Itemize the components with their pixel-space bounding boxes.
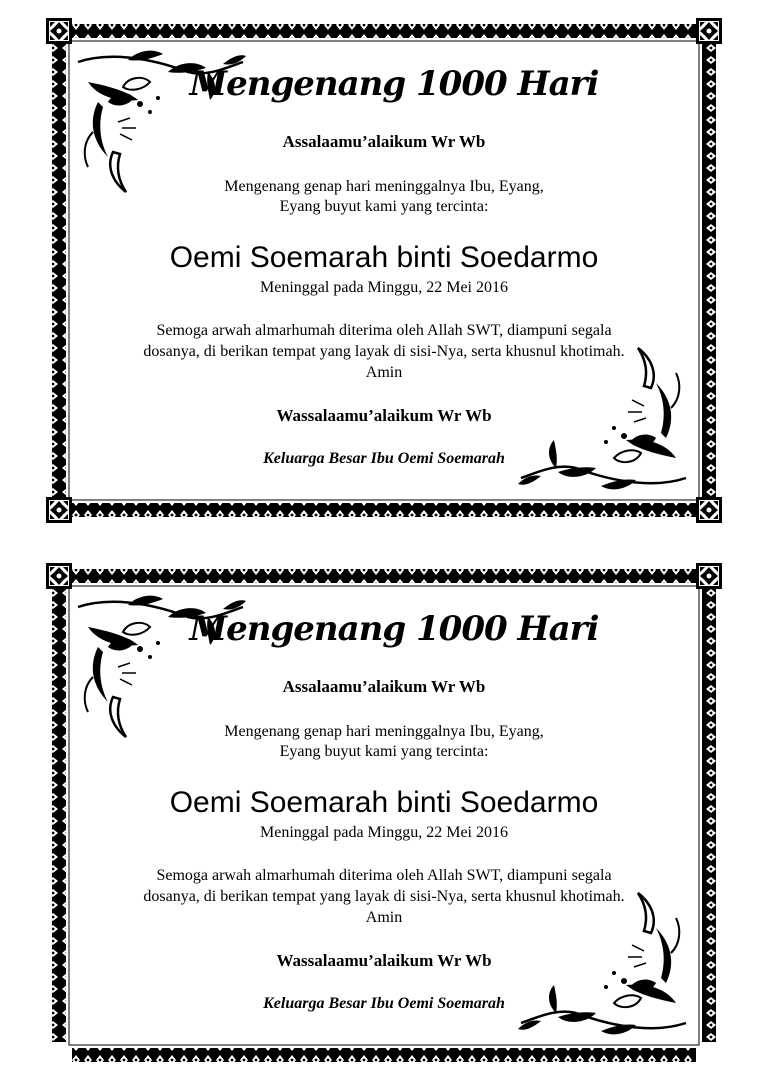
intro-text [46, 722, 722, 762]
deceased-name: Oemi Soemarah binti Soedarmo [169, 786, 599, 819]
prayer-line: Semoga arwah almarhumah diterima oleh Allah SWT, diampuni segala [156, 322, 612, 339]
intro-line: Eyang buyut kami yang tercinta: [279, 198, 489, 215]
memorial-card-1 [46, 18, 722, 523]
date-of-death: Meninggal pada Minggu, 22 Mei 2016 [260, 279, 508, 296]
closing-greeting: Wassalaamu’alaikum Wr Wb [276, 951, 492, 970]
prayer-line: dosanya, di berikan tempat yang layak di sisi-Nya, serta khusnul khotimah. [143, 888, 625, 905]
prayer-line: Amin [365, 909, 403, 926]
greeting: Assalaamu’alaikum Wr Wb [282, 132, 486, 151]
prayer-line: Semoga arwah almarhumah diterima oleh Allah SWT, diampuni segala [156, 867, 612, 884]
family-signature: Keluarga Besar Ibu Oemi Soemarah [263, 450, 505, 467]
closing-greeting: Wassalaamu’alaikum Wr Wb [276, 406, 492, 425]
date-of-death: Meninggal pada Minggu, 22 Mei 2016 [260, 824, 508, 841]
prayer-text [46, 865, 722, 928]
family-signature: Keluarga Besar Ibu Oemi Soemarah [263, 995, 505, 1012]
prayer-line: dosanya, di berikan tempat yang layak di sisi-Nya, serta khusnul khotimah. [143, 343, 625, 360]
intro-line: Eyang buyut kami yang tercinta: [279, 743, 489, 760]
card-title: Mengenang 1000 Hari [189, 64, 599, 104]
intro-line: Mengenang genap hari meninggalnya Ibu, Eyang, [224, 178, 544, 195]
intro-line: Mengenang genap hari meninggalnya Ibu, Eyang, [224, 723, 544, 740]
memorial-card-2 [46, 563, 722, 1068]
prayer-line: Amin [365, 364, 403, 381]
prayer-text [46, 320, 722, 383]
greeting: Assalaamu’alaikum Wr Wb [282, 677, 486, 696]
card-title: Mengenang 1000 Hari [189, 609, 599, 649]
intro-text [46, 177, 722, 217]
deceased-name: Oemi Soemarah binti Soedarmo [169, 241, 599, 274]
